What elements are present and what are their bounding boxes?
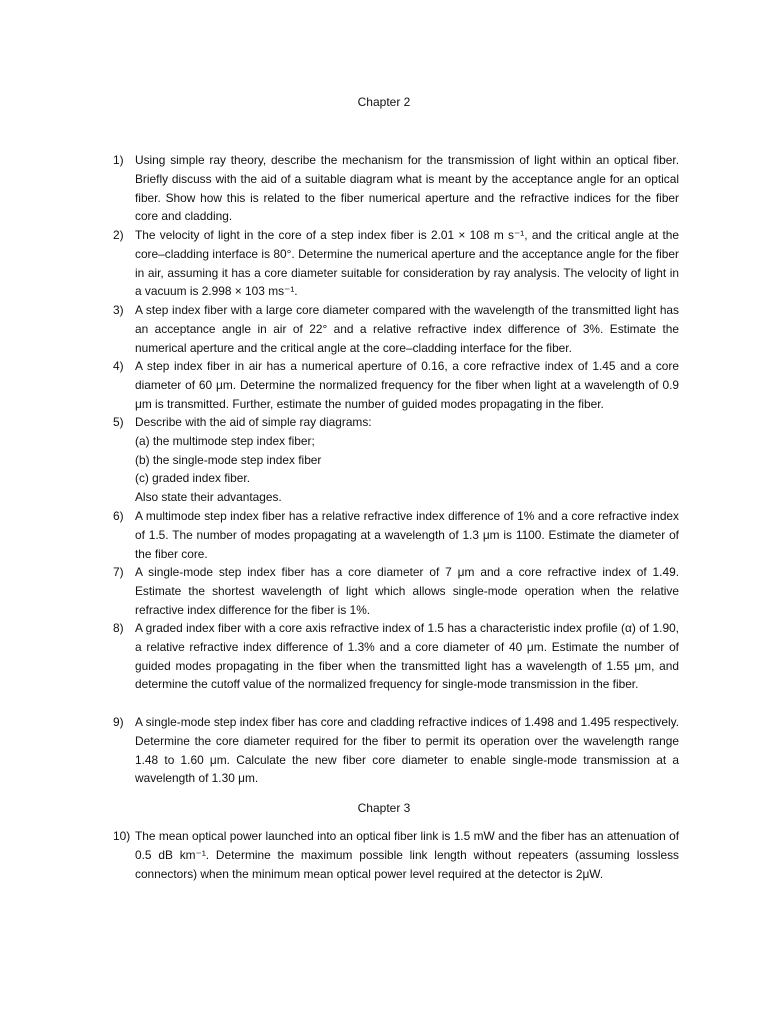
question-text: The velocity of light in the core of a step index fiber is 2.01 × 108 m s⁻¹, and the critical angle at the core–cladding interface is 80°. Determine the numerical aperture and the acceptance angle for the fiber in air, assuming it has a core diameter suitable for consideration by ray analysis. The velocity of light in a vacuum is 2.998 × 103 ms⁻¹. [135,228,679,299]
question-number: 3) [113,303,124,317]
question-number: 1) [113,153,124,167]
question-8 [113,619,679,694]
sub-item-b: (b) the single-mode step index fiber [135,452,322,467]
question-number: 10) [113,829,131,843]
question-text: The mean optical power launched into an optical fiber link is 1.5 mW and the fiber has an attenuation of 0.5 dB km⁻¹. Determine the maximum possible link length without repeaters (assuming lossless connectors) when the minimum mean optical power level required at the detector is 2μW. [135,829,679,881]
sub-item-a: (a) the multimode step index fiber; [135,433,315,448]
question-number: 8) [113,621,124,635]
sub-item-c: (c) graded index fiber. [135,471,251,486]
question-2 [113,226,679,301]
question-text: Describe with the aid of simple ray diagrams: [135,415,372,429]
chapter-2-heading: Chapter 2 [357,95,411,109]
sub-item-advantages: Also state their advantages. [135,490,282,505]
question-text: A single-mode step index fiber has a core diameter of 7 μm and a core refractive index of 1.49. Estimate the shortest wavelength of light which allows single-mode operation when the relative refractive index difference for the fiber is 1%. [135,565,679,617]
question-number: 7) [113,565,124,579]
question-3 [113,301,679,357]
question-text: A step index fiber in air has a numerical aperture of 0.16, a core refractive index of 1.45 and a core diameter of 60 μm. Determine the normalized frequency for the fiber when light at a wavelength of 0.9 μm is transmitted. Further, estimate the number of guided modes propagating in the fiber. [135,359,679,411]
question-9 [113,713,679,788]
question-number: 6) [113,509,124,523]
question-text: A single-mode step index fiber has core and cladding refractive indices of 1.498 and 1.495 respectively. Determine the core diameter required for the fiber to permit its operation over the wavelength range 1.48 to 1.60 μm. Calculate the new fiber core diameter to enable single-mode transmission at a wavelength of 1.30 μm. [135,715,679,786]
question-number: 4) [113,359,124,373]
question-text: A graded index fiber with a core axis refractive index of 1.5 has a characteristic index profile (α) of 1.90, a relative refractive index difference of 1.3% and a core diameter of 40 μm. Estimate the number of guided modes propagating in the fiber when the transmitted light has a wavelength of 1.55 μm, and determine the cutoff value of the normalized frequency for single-mode transmission in the fiber. [135,621,679,692]
question-7 [113,563,679,619]
question-10 [113,827,679,883]
question-1 [113,151,679,226]
chapter-3-heading: Chapter 3 [357,801,411,815]
question-text: A multimode step index fiber has a relative refractive index difference of 1% and a core refractive index of 1.5. The number of modes propagating at a wavelength of 1.3 μm is 1100. Estimate the diameter of the fiber core. [135,509,679,561]
question-6 [113,507,679,563]
question-text: Using simple ray theory, describe the mechanism for the transmission of light within an optical fiber. Briefly discuss with the aid of a suitable diagram what is meant by the acceptance angle for an optical fiber. Show how this is related to the fiber numerical aperture and the refractive indices for the fiber core and cladding. [135,153,679,224]
question-number: 9) [113,715,124,729]
question-text: A step index fiber with a large core diameter compared with the wavelength of the transmitted light has an acceptance angle in air of 22° and a relative refractive index difference of 3%. Estimate the numerical aperture and the critical angle at the core–cladding interface for the fiber. [135,303,679,355]
question-number: 5) [113,415,124,429]
question-5 [113,413,679,507]
question-4 [113,357,679,413]
question-number: 2) [113,228,124,242]
